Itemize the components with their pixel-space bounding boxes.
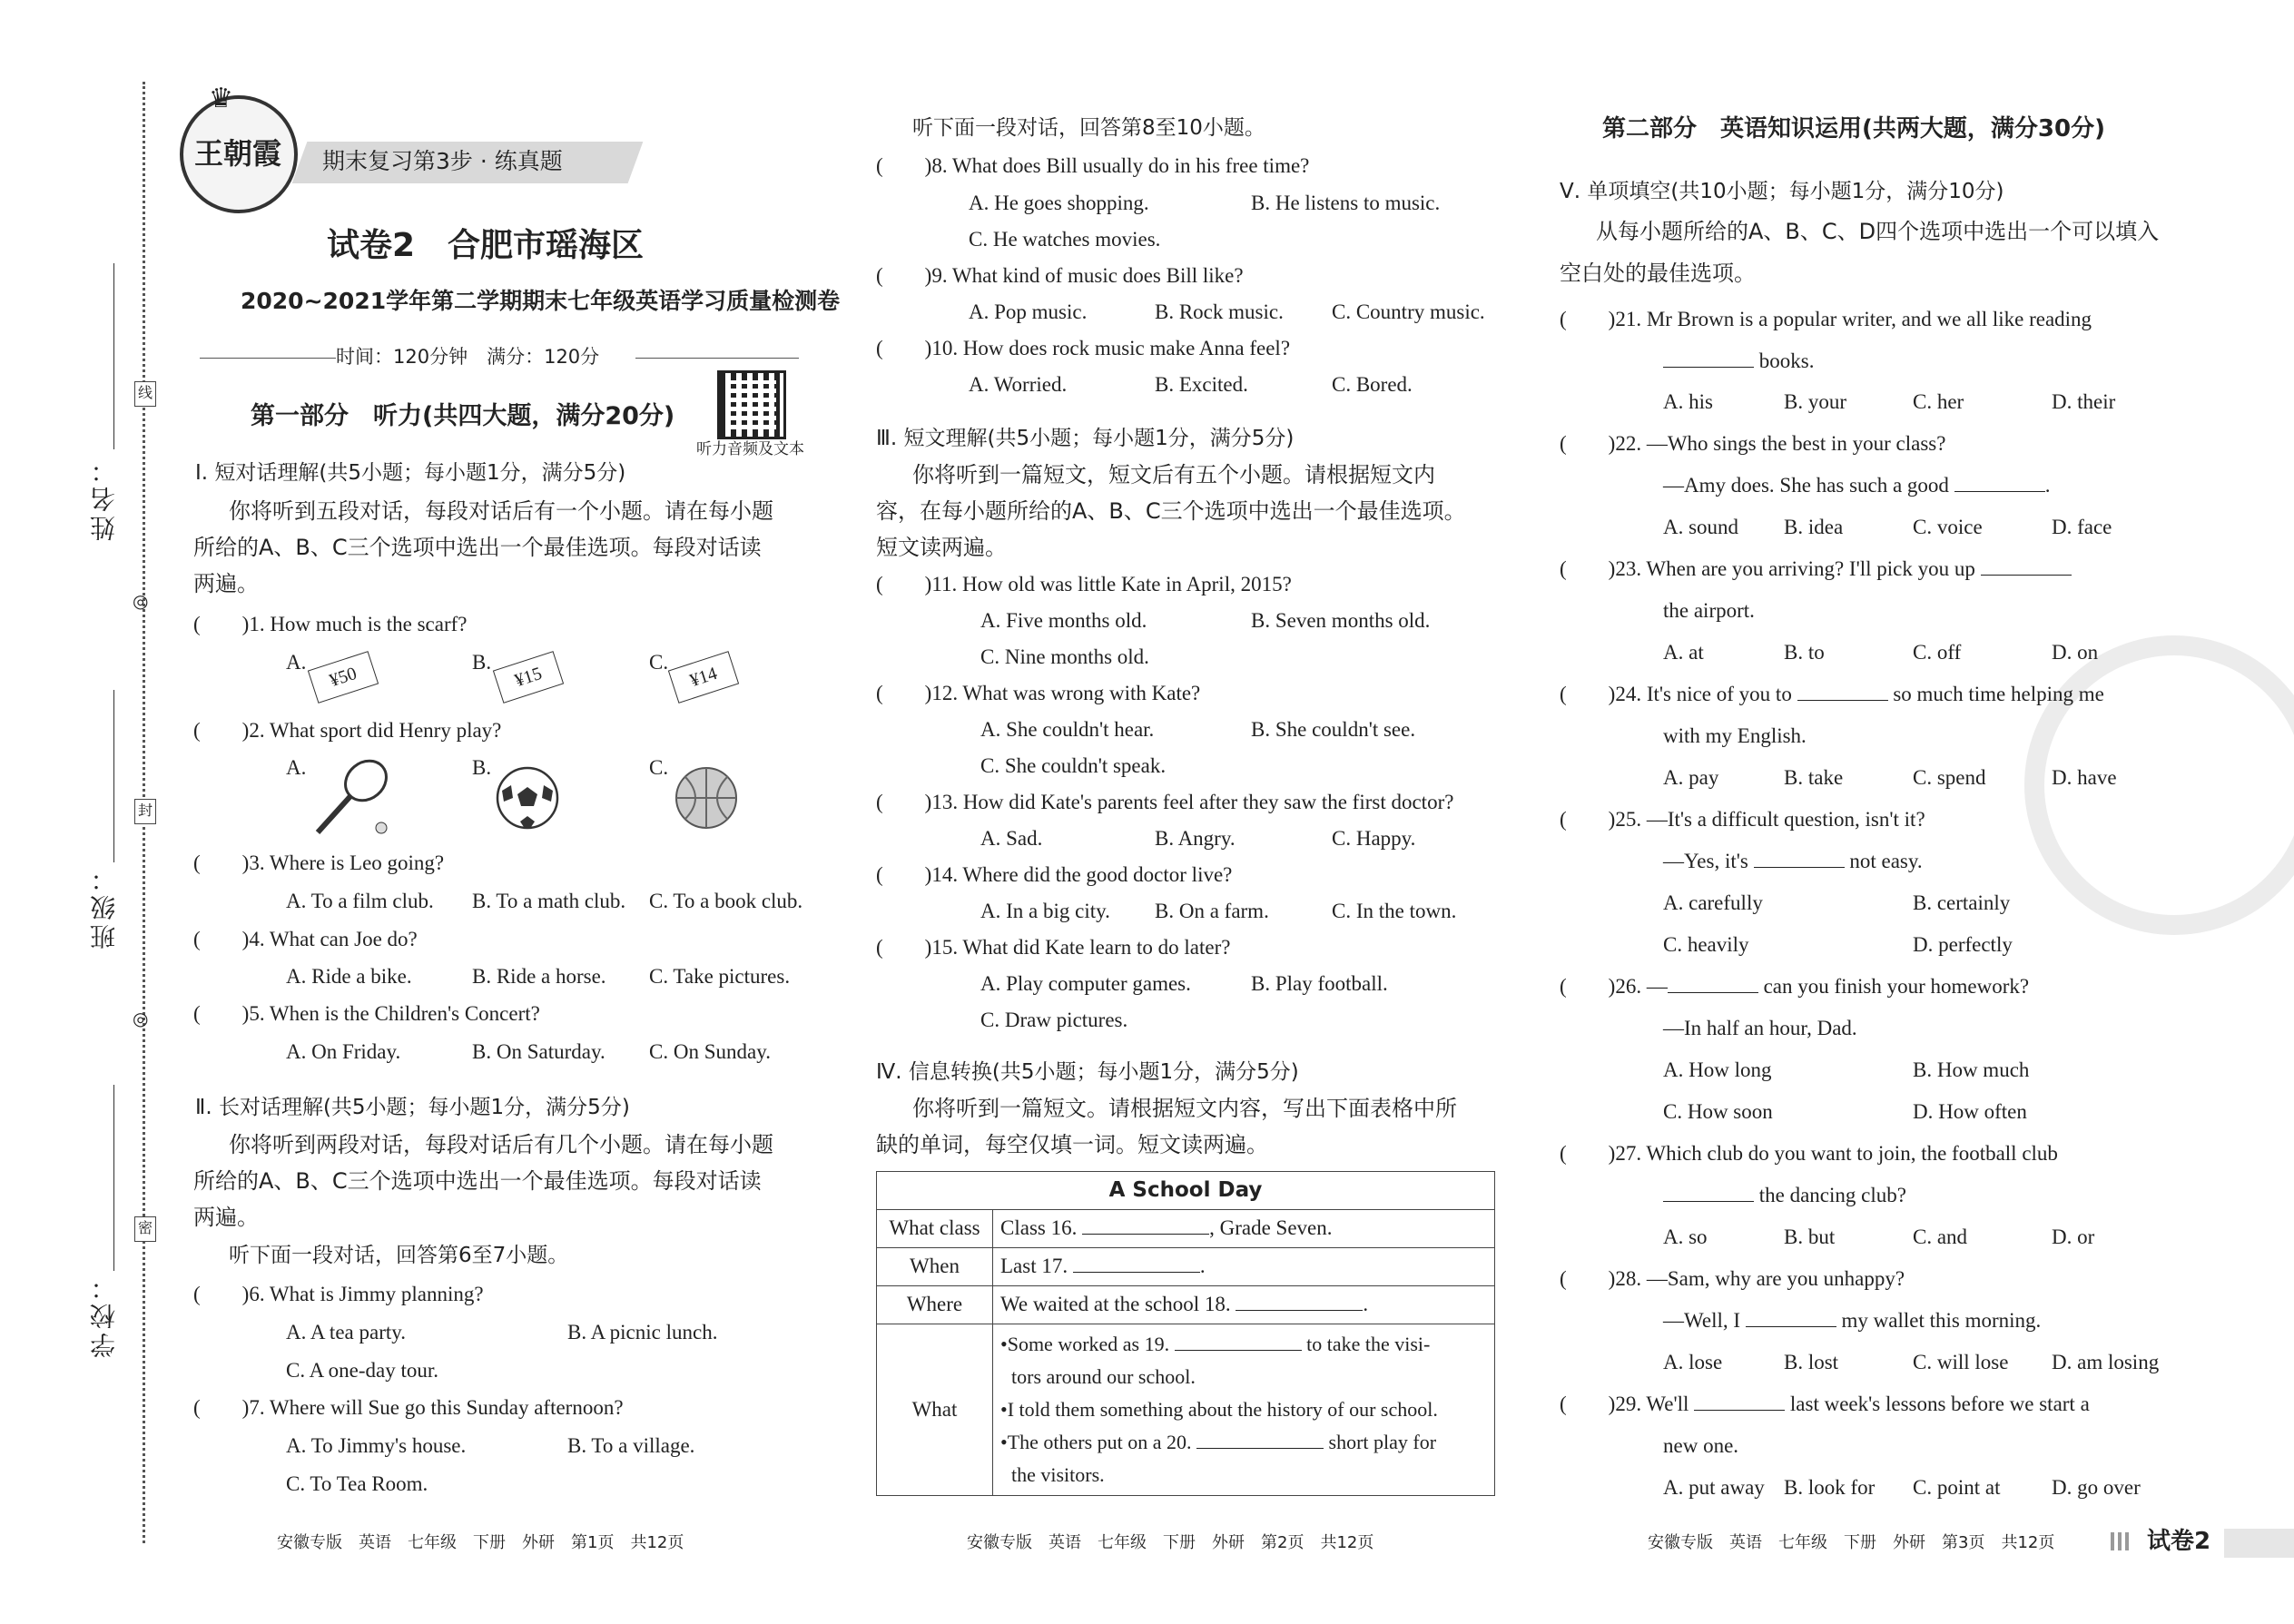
- brand-name: 王朝霞: [194, 136, 282, 171]
- divider: [635, 358, 799, 359]
- blank-28[interactable]: [1746, 1326, 1836, 1327]
- option[interactable]: A. Five months old.: [980, 609, 1147, 632]
- option[interactable]: A. Play computer games.: [980, 972, 1191, 995]
- school-field[interactable]: [113, 1085, 114, 1271]
- question-26-cont: —In half an hour, Dad.: [1663, 1017, 1857, 1039]
- sec1-instr: 所给的A、B、C三个选项中选出一个最佳选项。每段对话读: [193, 535, 762, 560]
- table-cell: Class 16. , Grade Seven.: [993, 1210, 1495, 1248]
- option[interactable]: C. point at: [1913, 1476, 2001, 1499]
- option[interactable]: A. He goes shopping.: [969, 192, 1149, 214]
- crown-icon: ♛: [209, 84, 233, 113]
- option[interactable]: C. off: [1913, 641, 1962, 664]
- sec3-instr: 短文读两遍。: [876, 535, 1007, 560]
- table-title: A School Day: [877, 1172, 1495, 1210]
- option-letter: A.: [286, 756, 307, 779]
- option[interactable]: D. on: [2052, 641, 2099, 664]
- part2-title: 第二部分 英语知识运用(共两大题，满分30分): [1602, 115, 2105, 143]
- name-label: 姓名：: [91, 454, 119, 541]
- option[interactable]: B. Angry.: [1155, 827, 1236, 850]
- table-cell: We waited at the school 18. .: [993, 1286, 1495, 1324]
- blank-20[interactable]: [1196, 1448, 1324, 1449]
- question-6: ( )6. What is Jimmy planning?: [193, 1283, 484, 1305]
- option[interactable]: D. perfectly: [1913, 933, 2013, 956]
- sec4-instr: 你将听到一篇短文。请根据短文内容，写出下面表格中所: [912, 1096, 1457, 1121]
- option[interactable]: A. sound: [1663, 516, 1739, 538]
- option[interactable]: B. On a farm.: [1155, 900, 1269, 922]
- option[interactable]: A. Pop music.: [969, 300, 1088, 323]
- option[interactable]: C. To Tea Room.: [286, 1472, 428, 1495]
- option[interactable]: A. A tea party.: [286, 1321, 407, 1343]
- class-field[interactable]: [113, 690, 114, 862]
- binding-ornament-icon: ◎: [133, 1009, 149, 1029]
- option[interactable]: C. To a book club.: [649, 890, 803, 912]
- option[interactable]: B. To a village.: [567, 1434, 695, 1457]
- option[interactable]: C. He watches movies.: [969, 228, 1161, 251]
- school-label: 学校：: [91, 1271, 119, 1358]
- option[interactable]: C. Nine months old.: [980, 645, 1149, 668]
- option[interactable]: C. Country music.: [1332, 300, 1485, 323]
- option[interactable]: A. To Jimmy's house.: [286, 1434, 467, 1457]
- sec3-title: Ⅲ. 短文理解(共5小题；每小题1分，满分5分): [876, 427, 1295, 450]
- option[interactable]: A. Sad.: [980, 827, 1043, 850]
- option[interactable]: A. Ride a bike.: [286, 965, 412, 988]
- option[interactable]: B. Play football.: [1251, 972, 1388, 995]
- question-15: ( )15. What did Kate learn to do later?: [876, 936, 1231, 959]
- option[interactable]: D. their: [2052, 390, 2116, 413]
- table-row-label: When: [877, 1248, 993, 1286]
- option[interactable]: A. How long: [1663, 1058, 1772, 1081]
- option[interactable]: A. lose: [1663, 1351, 1723, 1373]
- option[interactable]: B. Seven months old.: [1251, 609, 1431, 632]
- question-26: ( )26. —: [1560, 975, 1668, 998]
- sec2-lead: 听下面一段对话，回答第6至7小题。: [229, 1244, 569, 1267]
- price-tag-icon[interactable]: ¥15: [493, 651, 564, 704]
- question-24-cont: with my English.: [1663, 724, 1807, 747]
- badge-pattern-icon: [2111, 1532, 2129, 1550]
- option[interactable]: C. How soon: [1663, 1100, 1773, 1123]
- option-letter: C.: [649, 651, 669, 674]
- option[interactable]: A. at: [1663, 641, 1704, 664]
- option[interactable]: A. carefully: [1663, 891, 1763, 914]
- sec5-title: Ⅴ. 单项填空(共10小题；每小题1分，满分10分): [1560, 180, 2004, 203]
- option[interactable]: C. spend: [1913, 766, 1986, 789]
- option[interactable]: B. but: [1784, 1225, 1836, 1248]
- question-8: ( )8. What does Bill usually do in his free time?: [876, 154, 1310, 177]
- question-12: ( )12. What was wrong with Kate?: [876, 682, 1201, 704]
- option[interactable]: D. How often: [1913, 1100, 2027, 1123]
- page2-lead: 听下面一段对话，回答第8至10小题。: [912, 116, 1265, 140]
- seal-char-xian: 线: [134, 381, 156, 407]
- question-9: ( )9. What kind of music does Bill like?: [876, 264, 1244, 287]
- step-banner: 期末复习第3步 · 练真题: [322, 148, 563, 174]
- time-score: 时间：120分钟 满分：120分: [336, 346, 600, 368]
- sec3-instr: 容，在每小题所给的A、B、C三个选项中选出一个最佳选项。: [876, 498, 1466, 524]
- option[interactable]: D. have: [2052, 766, 2117, 789]
- option[interactable]: A. To a film club.: [286, 890, 434, 912]
- option[interactable]: B. On Saturday.: [472, 1040, 605, 1063]
- blank-23[interactable]: [1981, 575, 2072, 576]
- brand-logo: [180, 95, 298, 213]
- sec2-instr: 两遍。: [193, 1205, 259, 1230]
- option-letter: A.: [286, 651, 307, 674]
- basketball-icon[interactable]: [674, 765, 739, 831]
- blank-29[interactable]: [1694, 1410, 1785, 1411]
- blank-17[interactable]: [1073, 1272, 1200, 1273]
- option-letter: C.: [649, 756, 669, 779]
- sec4-instr: 缺的单词，每空仅填一词。短文读两遍。: [876, 1132, 1268, 1157]
- option[interactable]: D. or: [2052, 1225, 2095, 1248]
- option[interactable]: D. am losing: [2052, 1351, 2160, 1373]
- exam-title: 试卷2 合肥市瑶海区: [327, 227, 645, 264]
- question-23-cont: the airport.: [1663, 599, 1755, 622]
- question-4: ( )4. What can Joe do?: [193, 928, 418, 950]
- qr-caption: 听力音频及文本: [696, 440, 804, 458]
- option[interactable]: A. In a big city.: [980, 900, 1110, 922]
- footer-page3: 安徽专版 英语 七年级 下册 外研 第3页 共12页: [1648, 1533, 2055, 1552]
- option[interactable]: C. voice: [1913, 516, 1983, 538]
- question-11: ( )11. How old was little Kate in April, 2015?: [876, 573, 1292, 595]
- sec5-instr: 从每小题所给的A、B、C、D四个选项中选出一个可以填入: [1596, 219, 2160, 244]
- option[interactable]: A. pay: [1663, 766, 1719, 789]
- sec1-instr: 两遍。: [193, 571, 259, 596]
- option[interactable]: C. On Sunday.: [649, 1040, 771, 1063]
- class-label: 班级：: [91, 862, 119, 950]
- option[interactable]: B. Excited.: [1155, 373, 1248, 396]
- option-letter: B.: [472, 756, 492, 779]
- blank-24[interactable]: [1797, 700, 1888, 701]
- sec1-instr: 你将听到五段对话，每段对话后有一个小题。请在每小题: [229, 498, 773, 524]
- sec1-title: Ⅰ. 短对话理解(共5小题；每小题1分，满分5分): [195, 461, 626, 485]
- question-29: ( )29. We'll: [1560, 1393, 1689, 1415]
- blank-16[interactable]: [1082, 1234, 1209, 1235]
- question-2: ( )2. What sport did Henry play?: [193, 719, 502, 742]
- option[interactable]: C. Take pictures.: [649, 965, 791, 988]
- option[interactable]: C. In the town.: [1332, 900, 1457, 922]
- option[interactable]: B. to: [1784, 641, 1825, 664]
- football-icon[interactable]: [495, 765, 560, 831]
- blank-21[interactable]: [1663, 367, 1754, 368]
- option[interactable]: B. certainly: [1913, 891, 2011, 914]
- option[interactable]: A. On Friday.: [286, 1040, 401, 1063]
- option[interactable]: C. Bored.: [1332, 373, 1413, 396]
- table-row-label: Where: [877, 1286, 993, 1324]
- option[interactable]: C. and: [1913, 1225, 1968, 1248]
- footer-page1: 安徽专版 英语 七年级 下册 外研 第1页 共12页: [277, 1533, 684, 1552]
- question-14: ( )14. Where did the good doctor live?: [876, 863, 1233, 886]
- option[interactable]: A. put away: [1663, 1476, 1765, 1499]
- option[interactable]: B. To a math club.: [472, 890, 626, 912]
- question-24: ( )24. It's nice of you to: [1560, 683, 1792, 705]
- blank-19[interactable]: [1175, 1350, 1302, 1351]
- option[interactable]: B. lost: [1784, 1351, 1839, 1373]
- question-22: ( )22. —Who sings the best in your class?: [1560, 432, 1946, 455]
- sec4-title: Ⅳ. 信息转换(共5小题；每小题1分，满分5分): [876, 1060, 1299, 1084]
- option[interactable]: B. Ride a horse.: [472, 965, 606, 988]
- part1-title: 第一部分 听力(共四大题，满分20分): [251, 402, 675, 430]
- seal-char-feng: 封: [134, 799, 156, 824]
- question-5: ( )5. When is the Children's Concert?: [193, 1002, 540, 1025]
- blank-22[interactable]: [1954, 491, 2045, 492]
- question-25: ( )25. —It's a difficult question, isn't it?: [1560, 808, 1925, 831]
- exam-subtitle: 2020~2021学年第二学期期末七年级英语学习质量检测卷: [241, 288, 841, 314]
- qr-code-icon[interactable]: [717, 370, 786, 439]
- seal-char-mi: 密: [134, 1216, 156, 1242]
- divider: [200, 358, 336, 359]
- table-cell: •Some worked as 19. to take the visi- tors around our school. •I told them something about the history of our school. •The others put on a 20. short play for the visitors.: [993, 1324, 1495, 1496]
- option[interactable]: C. will lose: [1913, 1351, 2009, 1373]
- option[interactable]: B. A picnic lunch.: [567, 1321, 718, 1343]
- option[interactable]: B. How much: [1913, 1058, 2030, 1081]
- question-29-cont: new one.: [1663, 1434, 1739, 1457]
- blank-26[interactable]: [1668, 992, 1758, 993]
- blank-25[interactable]: [1754, 867, 1845, 868]
- option[interactable]: D. go over: [2052, 1476, 2141, 1499]
- school-day-table: [876, 1171, 1495, 1496]
- option[interactable]: B. Rock music.: [1155, 300, 1284, 323]
- option[interactable]: B. She couldn't see.: [1251, 718, 1416, 741]
- question-7: ( )7. Where will Sue go this Sunday afternoon?: [193, 1396, 624, 1419]
- sec5-instr: 空白处的最佳选项。: [1560, 261, 1756, 286]
- sec2-instr: 你将听到两段对话，每段对话后有几个小题。请在每小题: [229, 1132, 773, 1157]
- question-21: ( )21. Mr Brown is a popular writer, and we all like reading: [1560, 308, 2092, 330]
- question-13: ( )13. How did Kate's parents feel after they saw the first doctor?: [876, 791, 1454, 813]
- binding-ornament-icon: ◎: [133, 592, 149, 612]
- question-28: ( )28. —Sam, why are you unhappy?: [1560, 1267, 1905, 1290]
- option[interactable]: A. his: [1663, 390, 1713, 413]
- option[interactable]: B. idea: [1784, 516, 1844, 538]
- question-1: ( )1. How much is the scarf?: [193, 613, 468, 635]
- price-tag-icon[interactable]: ¥50: [308, 651, 379, 704]
- table-row-label: What class: [877, 1210, 993, 1248]
- option[interactable]: A. She couldn't hear.: [980, 718, 1155, 741]
- sec2-title: Ⅱ. 长对话理解(共5小题；每小题1分，满分5分): [195, 1096, 630, 1119]
- option[interactable]: C. Happy.: [1332, 827, 1416, 850]
- blank-18[interactable]: [1236, 1310, 1363, 1311]
- question-3: ( )3. Where is Leo going?: [193, 851, 445, 874]
- table-cell: Last 17. .: [993, 1248, 1495, 1286]
- price-tag-icon[interactable]: ¥14: [668, 651, 739, 704]
- option[interactable]: A. Worried.: [969, 373, 1068, 396]
- tennis-racket-icon[interactable]: [304, 755, 395, 842]
- question-27: ( )27. Which club do you want to join, the football club: [1560, 1142, 2058, 1165]
- table-row-label: What: [877, 1324, 993, 1496]
- question-10: ( )10. How does rock music make Anna feel?: [876, 337, 1291, 359]
- option[interactable]: C. She couldn't speak.: [980, 754, 1167, 777]
- option[interactable]: C. A one-day tour.: [286, 1359, 439, 1382]
- blank-27[interactable]: [1663, 1201, 1754, 1202]
- option[interactable]: A. so: [1663, 1225, 1708, 1248]
- option[interactable]: B. He listens to music.: [1251, 192, 1441, 214]
- option[interactable]: B. take: [1784, 766, 1844, 789]
- question-23: ( )23. When are you arriving? I'll pick you up: [1560, 557, 1975, 580]
- footer-page2: 安徽专版 英语 七年级 下册 外研 第2页 共12页: [967, 1533, 1374, 1552]
- name-field[interactable]: [113, 263, 114, 449]
- option[interactable]: B. your: [1784, 390, 1846, 413]
- option[interactable]: B. look for: [1784, 1476, 1876, 1499]
- sec3-instr: 你将听到一篇短文，短文后有五个小题。请根据短文内: [912, 462, 1435, 487]
- option-letter: B.: [472, 651, 492, 674]
- badge-bar: [2224, 1529, 2294, 1558]
- option[interactable]: C. her: [1913, 390, 1964, 413]
- sec2-instr: 所给的A、B、C三个选项中选出一个最佳选项。每段对话读: [193, 1168, 762, 1194]
- footer-badge: 试卷2: [2147, 1528, 2211, 1555]
- option[interactable]: D. face: [2052, 516, 2112, 538]
- option[interactable]: C. Draw pictures.: [980, 1009, 1128, 1031]
- option[interactable]: C. heavily: [1663, 933, 1749, 956]
